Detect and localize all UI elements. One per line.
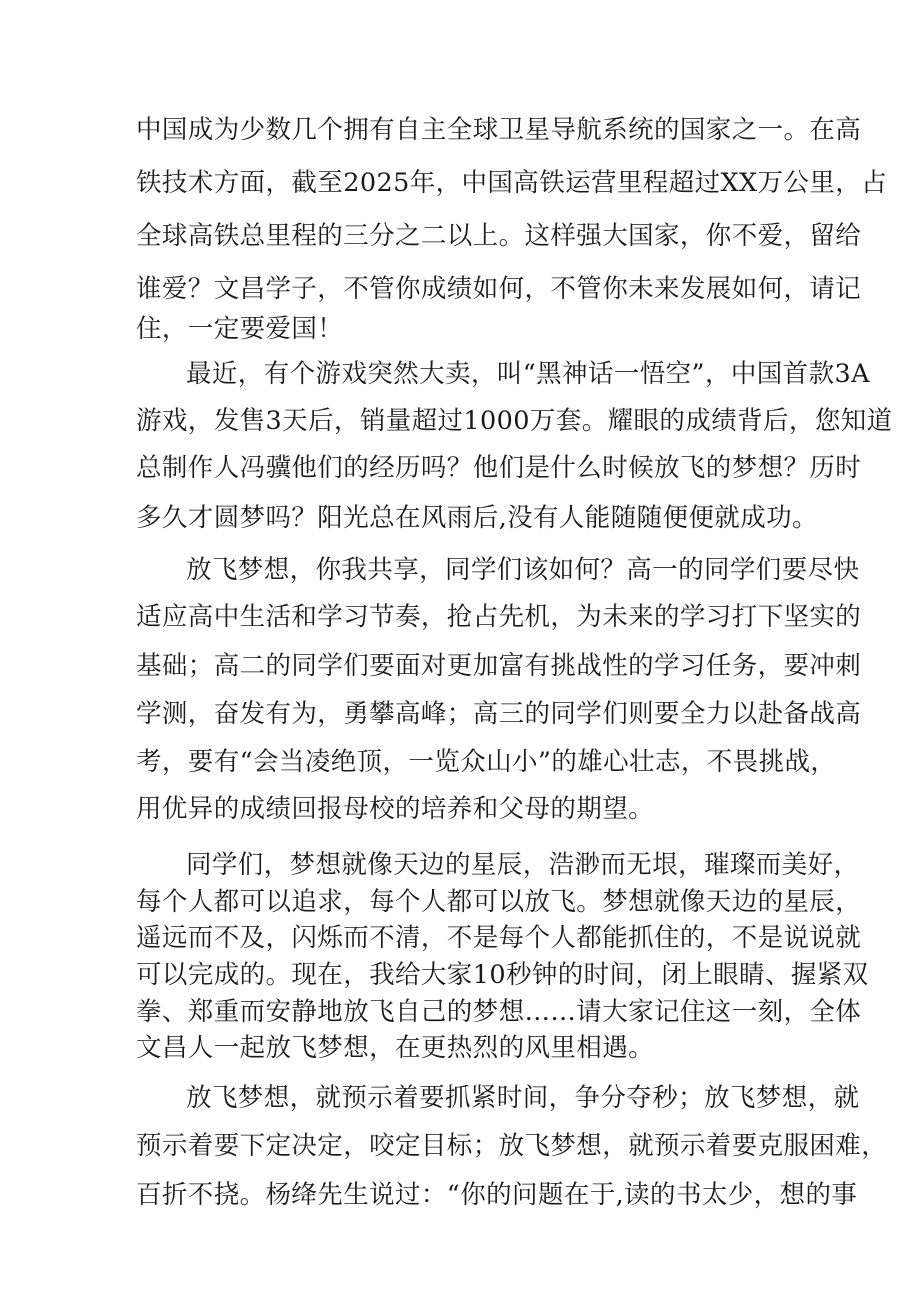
text-line: 总制作人冯骥他们的经历吗？他们是什么时候放飞的梦想？历时 bbox=[136, 453, 862, 483]
text-line: 放飞梦想，你我共享，同学们该如何？高一的同学们要尽快 bbox=[186, 555, 860, 585]
text-line: 多久才圆梦吗？阳光总在风雨后,没有人能随随便便就成功。 bbox=[136, 503, 818, 533]
text-line: 住，一定要爱国！ bbox=[136, 314, 344, 344]
text-line: 学测，奋发有为，勇攀高峰；高三的同学们则要全力以赴备战高 bbox=[136, 699, 862, 729]
text-line: 预示着要下定决定，咬定目标；放飞梦想，就预示着要克服困难， bbox=[136, 1131, 888, 1161]
text-line: 每个人都可以追求，每个人都可以放飞。梦想就像天边的星辰， bbox=[136, 887, 862, 917]
text-line: 同学们，梦想就像天边的星辰，浩渺而无垠，璀璨而美好， bbox=[186, 850, 860, 880]
text-line: 铁技术方面，截至2025年，中国高铁运营里程超过XX万公里，占 bbox=[136, 168, 888, 198]
text-line: 全球高铁总里程的三分之二以上。这样强大国家，你不爱，留给 bbox=[136, 221, 862, 251]
text-line: 中国成为少数几个拥有自主全球卫星导航系统的国家之一。在高 bbox=[136, 115, 862, 145]
text-line: 基础；高二的同学们要面对更加富有挑战性的学习任务，要冲刺 bbox=[136, 651, 862, 681]
text-line: 拳、郑重而安静地放飞自己的梦想……请大家记住这一刻，全体 bbox=[136, 997, 862, 1027]
text-line: 最近，有个游戏突然大卖，叫“黑神话一悟空”，中国首款3A bbox=[186, 359, 870, 389]
text-line: 文昌人一起放飞梦想，在更热烈的风里相遇。 bbox=[136, 1033, 655, 1063]
text-line: 遥远而不及，闪烁而不清，不是每个人都能抓住的，不是说说就 bbox=[136, 923, 862, 953]
text-line: 游戏，发售3天后，销量超过1000万套。耀眼的成绩背后，您知道 bbox=[136, 406, 893, 436]
text-line: 考，要有“会当凌绝顶，一览众山小”的雄心壮志，不畏挑战， bbox=[136, 747, 837, 777]
text-line: 放飞梦想，就预示着要抓紧时间，争分夺秒；放飞梦想，就 bbox=[186, 1083, 860, 1113]
text-line: 百折不挠。杨绛先生说过：“你的问题在于,读的书太少，想的事 bbox=[136, 1180, 858, 1210]
text-line: 用优异的成绩回报母校的培养和父母的期望。 bbox=[136, 794, 655, 824]
text-line: 可以完成的。现在，我给大家10秒钟的时间，闭上眼睛、握紧双 bbox=[136, 960, 869, 990]
text-line: 适应高中生活和学习节奏，抢占先机，为未来的学习打下坚实的 bbox=[136, 602, 862, 632]
text-line: 谁爱？文昌学子，不管你成绩如何，不管你未来发展如何，请记 bbox=[136, 274, 862, 304]
